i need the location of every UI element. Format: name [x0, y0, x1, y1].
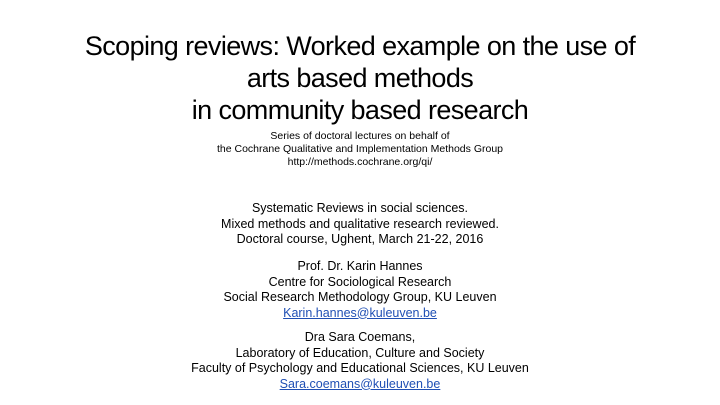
- course-line-1: Systematic Reviews in social sciences.: [251, 201, 469, 215]
- subtitle-line-1: Series of doctoral lectures on behalf of: [270, 130, 450, 142]
- course-line-3: Doctoral course, Ughent, March 21-22, 2016: [236, 232, 484, 246]
- author-2-affiliation-2: Faculty of Psychology and Educational Sciences, KU Leuven: [191, 361, 529, 375]
- title-line-1: Scoping reviews: Worked example on the use of: [84, 31, 636, 61]
- author-2-email-link[interactable]: Sara.coemans@kuleuven.be: [279, 376, 441, 391]
- author-2-name: Dra Sara Coemans,: [304, 330, 416, 344]
- author-1-affiliation-2: Social Research Methodology Group, KU Leuven: [223, 290, 497, 304]
- author-1-affiliation-1: Centre for Sociological Research: [268, 274, 452, 289]
- subtitle-line-2: the Cochrane Qualitative and Implementation Methods Group: [217, 143, 503, 155]
- author-1-email-link[interactable]: Karin.hannes@kuleuven.be: [283, 305, 437, 320]
- subtitle-url: http://methods.cochrane.org/qi/: [287, 156, 433, 168]
- author-1-info: [0, 259, 720, 321]
- lecture-series-info: [0, 130, 720, 169]
- course-line-2: Mixed methods and qualitative research reviewed.: [221, 216, 499, 231]
- author-2-affiliation-1: Laboratory of Education, Culture and Society: [235, 345, 485, 360]
- slide-title: [0, 30, 720, 126]
- course-info: [0, 201, 720, 248]
- author-2-info: [0, 330, 720, 392]
- title-line-3: in community based research: [191, 95, 529, 125]
- title-line-2: arts based methods: [246, 63, 474, 93]
- author-1-name: Prof. Dr. Karin Hannes: [297, 259, 423, 273]
